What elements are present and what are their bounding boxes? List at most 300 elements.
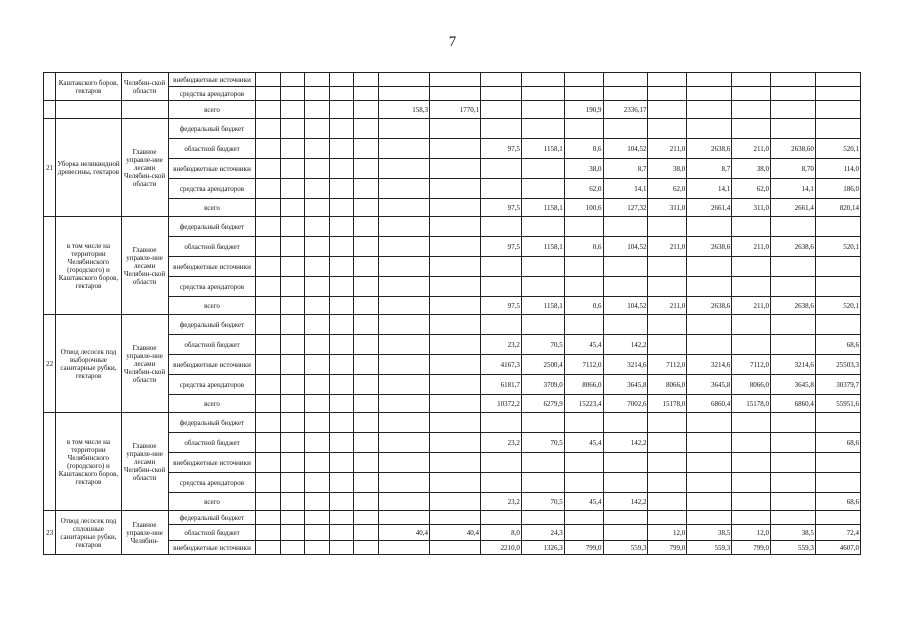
value-cell	[564, 73, 603, 87]
funding-source-cell: федеральный бюджет	[168, 119, 256, 139]
value-cell	[815, 511, 860, 525]
value-cell	[521, 217, 564, 237]
value-cell	[329, 257, 354, 277]
value-cell	[256, 277, 281, 297]
value-cell	[429, 395, 480, 413]
value-cell: 211,0	[732, 297, 771, 315]
value-cell	[770, 73, 815, 87]
funding-source-cell: средства арендаторов	[168, 473, 256, 493]
value-cell	[305, 217, 330, 237]
value-cell	[354, 315, 379, 335]
value-cell	[329, 277, 354, 297]
value-cell	[305, 179, 330, 199]
value-cell: 142,2	[603, 493, 648, 511]
value-cell	[305, 335, 330, 355]
value-cell	[354, 525, 379, 541]
value-cell	[732, 433, 771, 453]
value-cell	[280, 525, 305, 541]
value-cell	[429, 413, 480, 433]
value-cell	[521, 473, 564, 493]
value-cell	[256, 355, 281, 375]
value-cell	[564, 525, 603, 541]
value-cell: 142,2	[603, 335, 648, 355]
value-cell	[354, 217, 379, 237]
value-cell	[648, 87, 687, 101]
work-name-cell: Отвод лесосек под выборочные санитарные рубки, гектаров	[56, 315, 121, 413]
value-cell: 820,14	[815, 199, 860, 217]
value-cell	[429, 511, 480, 525]
value-cell: 3645,8	[770, 375, 815, 395]
value-cell	[429, 277, 480, 297]
value-cell	[815, 473, 860, 493]
value-cell: 8066,0	[648, 375, 687, 395]
value-cell	[603, 413, 648, 433]
table-row	[44, 119, 861, 139]
value-cell	[481, 101, 522, 119]
value-cell: 8,0	[481, 525, 522, 541]
funding-source-cell: внебюджетные источники	[168, 453, 256, 473]
value-cell	[280, 453, 305, 473]
value-cell: 2638,6	[687, 297, 732, 315]
executor-cell: Главное управле-ние лесами Челябин-ской области	[121, 217, 168, 315]
value-cell: 68,6	[815, 335, 860, 355]
value-cell: 8,70	[770, 159, 815, 179]
value-cell	[329, 179, 354, 199]
value-cell: 23,2	[481, 433, 522, 453]
value-cell	[770, 473, 815, 493]
value-cell	[648, 217, 687, 237]
value-cell: 40,4	[378, 525, 429, 541]
value-cell	[329, 101, 354, 119]
table-row	[44, 217, 861, 237]
value-cell: 520,1	[815, 297, 860, 315]
value-cell	[256, 453, 281, 473]
value-cell	[732, 453, 771, 473]
value-cell	[305, 395, 330, 413]
value-cell	[378, 413, 429, 433]
value-cell: 559,3	[770, 541, 815, 555]
value-cell: 7002,6	[603, 395, 648, 413]
value-cell	[429, 139, 480, 159]
value-cell	[305, 355, 330, 375]
value-cell	[481, 473, 522, 493]
value-cell	[329, 73, 354, 87]
value-cell	[429, 297, 480, 315]
value-cell	[564, 315, 603, 335]
value-cell	[429, 473, 480, 493]
value-cell	[770, 87, 815, 101]
value-cell	[687, 511, 732, 525]
value-cell	[429, 119, 480, 139]
value-cell	[305, 511, 330, 525]
value-cell: 100,6	[564, 199, 603, 217]
value-cell	[378, 277, 429, 297]
value-cell: 2210,0	[481, 541, 522, 555]
value-cell: 799,0	[732, 541, 771, 555]
executor-cell: Челябин-ской области	[121, 73, 168, 101]
funding-source-cell: федеральный бюджет	[168, 217, 256, 237]
value-cell	[256, 179, 281, 199]
value-cell	[256, 433, 281, 453]
value-cell	[429, 73, 480, 87]
executor-cell: Главное управле-ние Челябин-	[121, 511, 168, 555]
value-cell	[256, 511, 281, 525]
value-cell	[280, 493, 305, 511]
funding-source-cell: внебюджетные источники	[168, 73, 256, 87]
value-cell	[770, 511, 815, 525]
value-cell	[648, 335, 687, 355]
value-cell	[378, 335, 429, 355]
value-cell	[687, 257, 732, 277]
value-cell: 1326,3	[521, 541, 564, 555]
value-cell	[354, 433, 379, 453]
value-cell	[770, 101, 815, 119]
value-cell	[329, 453, 354, 473]
value-cell	[429, 315, 480, 335]
value-cell: 3709,0	[521, 375, 564, 395]
funding-source-cell: областной бюджет	[168, 525, 256, 541]
table-row	[44, 73, 861, 87]
value-cell: 1158,1	[521, 199, 564, 217]
value-cell	[305, 199, 330, 217]
value-cell	[521, 101, 564, 119]
value-cell	[329, 139, 354, 159]
funding-source-cell: федеральный бюджет	[168, 511, 256, 525]
value-cell	[280, 101, 305, 119]
empty-cell	[56, 101, 121, 119]
value-cell: 14,1	[603, 179, 648, 199]
value-cell	[305, 87, 330, 101]
value-cell	[378, 541, 429, 555]
value-cell	[305, 315, 330, 335]
financing-table	[43, 72, 861, 555]
value-cell	[687, 315, 732, 335]
value-cell	[378, 87, 429, 101]
value-cell: 55951,6	[815, 395, 860, 413]
value-cell	[305, 257, 330, 277]
value-cell: 559,3	[603, 541, 648, 555]
value-cell: 211,0	[648, 139, 687, 159]
value-cell: 8,7	[687, 159, 732, 179]
table-row	[44, 413, 861, 433]
value-cell	[648, 257, 687, 277]
value-cell	[256, 541, 281, 555]
funding-source-cell: средства арендаторов	[168, 375, 256, 395]
value-cell	[815, 87, 860, 101]
value-cell: 1158,1	[521, 237, 564, 257]
value-cell: 3214,6	[687, 355, 732, 375]
value-cell: 23,2	[481, 493, 522, 511]
value-cell	[564, 119, 603, 139]
value-cell	[280, 217, 305, 237]
value-cell	[603, 315, 648, 335]
value-cell	[256, 199, 281, 217]
value-cell	[256, 525, 281, 541]
value-cell: 4167,3	[481, 355, 522, 375]
value-cell	[329, 473, 354, 493]
value-cell	[481, 119, 522, 139]
value-cell	[648, 413, 687, 433]
value-cell	[354, 493, 379, 511]
value-cell: 97,5	[481, 237, 522, 257]
value-cell	[354, 511, 379, 525]
value-cell	[521, 87, 564, 101]
value-cell: 104,52	[603, 297, 648, 315]
value-cell	[280, 395, 305, 413]
value-cell: 186,0	[815, 179, 860, 199]
value-cell: 311,0	[648, 199, 687, 217]
value-cell	[305, 541, 330, 555]
value-cell	[305, 139, 330, 159]
value-cell	[329, 297, 354, 315]
value-cell	[732, 73, 771, 87]
value-cell	[256, 473, 281, 493]
value-cell: 2336,17	[603, 101, 648, 119]
value-cell: 40,4	[429, 525, 480, 541]
value-cell	[481, 179, 522, 199]
value-cell	[564, 453, 603, 473]
value-cell: 15223,4	[564, 395, 603, 413]
value-cell: 97,5	[481, 139, 522, 159]
value-cell: 6860,4	[687, 395, 732, 413]
value-cell	[603, 73, 648, 87]
value-cell	[564, 413, 603, 433]
value-cell	[329, 119, 354, 139]
value-cell	[280, 73, 305, 87]
value-cell: 1158,1	[521, 297, 564, 315]
value-cell	[256, 139, 281, 159]
value-cell	[429, 199, 480, 217]
value-cell	[280, 335, 305, 355]
value-cell	[354, 119, 379, 139]
value-cell: 14,1	[687, 179, 732, 199]
value-cell	[329, 87, 354, 101]
value-cell	[648, 101, 687, 119]
value-cell: 142,2	[603, 433, 648, 453]
value-cell	[378, 237, 429, 257]
value-cell	[648, 453, 687, 473]
value-cell	[280, 87, 305, 101]
value-cell: 2500,4	[521, 355, 564, 375]
value-cell	[378, 453, 429, 473]
value-cell	[329, 395, 354, 413]
value-cell	[815, 119, 860, 139]
value-cell	[687, 493, 732, 511]
value-cell	[687, 433, 732, 453]
empty-cell	[44, 101, 56, 119]
value-cell: 4607,0	[815, 541, 860, 555]
value-cell	[305, 525, 330, 541]
value-cell	[378, 433, 429, 453]
value-cell	[329, 413, 354, 433]
value-cell	[329, 433, 354, 453]
value-cell	[354, 335, 379, 355]
value-cell	[481, 453, 522, 473]
table-row	[44, 315, 861, 335]
value-cell: 2661,4	[687, 199, 732, 217]
value-cell	[770, 453, 815, 473]
value-cell	[429, 355, 480, 375]
funding-source-cell: средства арендаторов	[168, 277, 256, 297]
value-cell	[280, 119, 305, 139]
value-cell	[378, 395, 429, 413]
value-cell	[732, 493, 771, 511]
value-cell	[770, 257, 815, 277]
value-cell: 30379,7	[815, 375, 860, 395]
value-cell	[378, 217, 429, 237]
value-cell	[815, 277, 860, 297]
value-cell: 2661,4	[770, 199, 815, 217]
value-cell: 2638,6	[687, 139, 732, 159]
value-cell	[815, 101, 860, 119]
value-cell	[687, 119, 732, 139]
funding-source-cell: всего	[168, 297, 256, 315]
value-cell: 8066,0	[564, 375, 603, 395]
funding-source-cell: областной бюджет	[168, 237, 256, 257]
value-cell: 799,0	[648, 541, 687, 555]
value-cell	[687, 217, 732, 237]
value-cell	[378, 315, 429, 335]
value-cell	[687, 277, 732, 297]
value-cell	[280, 257, 305, 277]
value-cell: 97,5	[481, 297, 522, 315]
value-cell	[378, 139, 429, 159]
value-cell: 70,5	[521, 335, 564, 355]
executor-cell: Главное управле-ние лесами Челябин-ской области	[121, 119, 168, 217]
value-cell	[429, 453, 480, 473]
value-cell: 799,0	[564, 541, 603, 555]
value-cell	[256, 73, 281, 87]
funding-source-cell: областной бюджет	[168, 139, 256, 159]
value-cell	[354, 139, 379, 159]
value-cell: 24,3	[521, 525, 564, 541]
value-cell	[354, 355, 379, 375]
value-cell	[648, 73, 687, 87]
value-cell	[256, 257, 281, 277]
value-cell	[815, 257, 860, 277]
value-cell	[815, 217, 860, 237]
value-cell: 62,0	[564, 179, 603, 199]
value-cell: 12,0	[732, 525, 771, 541]
value-cell: 104,52	[603, 237, 648, 257]
value-cell	[280, 199, 305, 217]
value-cell	[429, 541, 480, 555]
table-row	[44, 511, 861, 525]
value-cell: 211,0	[648, 237, 687, 257]
value-cell	[354, 413, 379, 433]
value-cell	[378, 119, 429, 139]
value-cell	[648, 315, 687, 335]
value-cell: 3214,6	[770, 355, 815, 375]
value-cell	[481, 413, 522, 433]
value-cell	[732, 315, 771, 335]
row-number-cell	[44, 217, 56, 315]
value-cell	[521, 413, 564, 433]
value-cell: 2638,6	[687, 237, 732, 257]
value-cell: 70,5	[521, 433, 564, 453]
value-cell: 211,0	[648, 297, 687, 315]
value-cell: 6279,9	[521, 395, 564, 413]
value-cell: 0,6	[564, 297, 603, 315]
value-cell	[305, 159, 330, 179]
value-cell: 2638,6	[770, 237, 815, 257]
value-cell: 15178,0	[648, 395, 687, 413]
value-cell	[732, 473, 771, 493]
value-cell	[564, 511, 603, 525]
value-cell	[564, 473, 603, 493]
value-cell	[256, 375, 281, 395]
value-cell	[429, 375, 480, 395]
value-cell	[354, 73, 379, 87]
work-name-cell: в том числе на территории Челябинского (городского) и Каштакского боров, гектаров	[56, 217, 121, 315]
table-body	[44, 73, 861, 555]
value-cell: 211,0	[732, 237, 771, 257]
value-cell	[732, 101, 771, 119]
value-cell	[354, 473, 379, 493]
value-cell: 62,0	[648, 179, 687, 199]
value-cell	[481, 73, 522, 87]
value-cell: 2638,60	[770, 139, 815, 159]
value-cell	[256, 493, 281, 511]
value-cell	[481, 217, 522, 237]
value-cell	[770, 315, 815, 335]
value-cell: 97,5	[481, 199, 522, 217]
value-cell	[815, 413, 860, 433]
value-cell	[280, 473, 305, 493]
funding-source-cell: всего	[168, 101, 256, 119]
row-number-cell: 23	[44, 511, 56, 555]
value-cell	[256, 297, 281, 315]
value-cell	[354, 541, 379, 555]
value-cell	[354, 199, 379, 217]
funding-source-cell: федеральный бюджет	[168, 315, 256, 335]
value-cell	[603, 87, 648, 101]
value-cell: 211,0	[732, 139, 771, 159]
funding-source-cell: всего	[168, 199, 256, 217]
value-cell	[305, 375, 330, 395]
value-cell: 6860,4	[770, 395, 815, 413]
value-cell	[280, 297, 305, 315]
value-cell: 6181,7	[481, 375, 522, 395]
value-cell	[305, 101, 330, 119]
value-cell: 45,4	[564, 493, 603, 511]
value-cell	[648, 119, 687, 139]
value-cell	[256, 395, 281, 413]
value-cell	[305, 237, 330, 257]
value-cell	[815, 453, 860, 473]
value-cell	[564, 87, 603, 101]
value-cell	[770, 493, 815, 511]
value-cell	[429, 335, 480, 355]
value-cell	[305, 413, 330, 433]
value-cell	[687, 453, 732, 473]
value-cell	[354, 297, 379, 315]
value-cell	[648, 493, 687, 511]
funding-source-cell: средства арендаторов	[168, 87, 256, 101]
value-cell	[280, 375, 305, 395]
funding-source-cell: внебюджетные источники	[168, 541, 256, 555]
value-cell	[732, 119, 771, 139]
value-cell	[256, 413, 281, 433]
value-cell	[770, 217, 815, 237]
value-cell	[329, 335, 354, 355]
value-cell: 0,6	[564, 237, 603, 257]
value-cell: 190,9	[564, 101, 603, 119]
value-cell	[481, 159, 522, 179]
value-cell: 72,4	[815, 525, 860, 541]
value-cell	[280, 179, 305, 199]
value-cell	[521, 179, 564, 199]
